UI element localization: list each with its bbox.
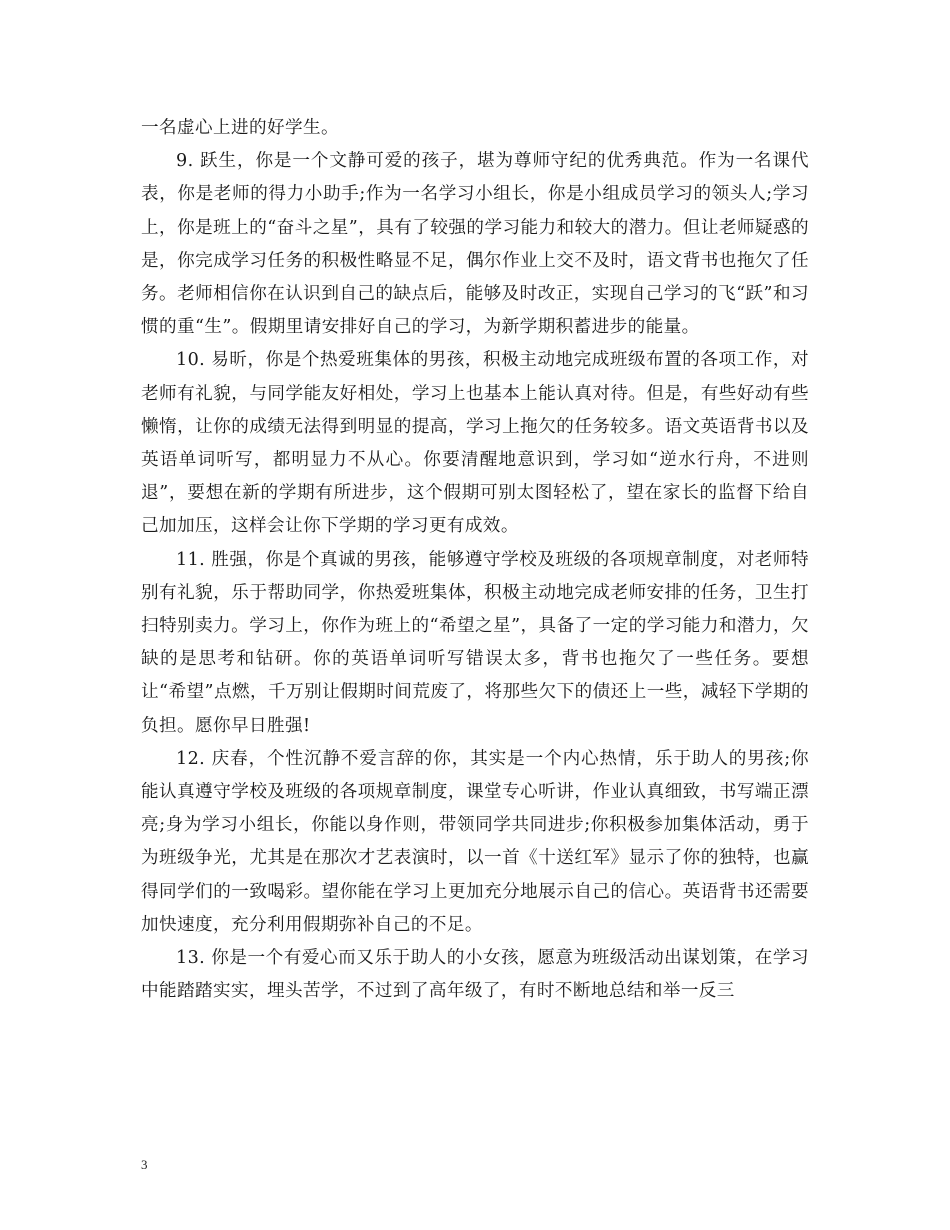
page-number: 3 <box>141 1157 148 1172</box>
paragraph-item-13: 13. 你是一个有爱心而又乐于助人的小女孩，愿意为班级活动出谋划策，在学习中能踏踏实实，埋头苦学，不过到了高年级了，有时不断地总结和举一反三 <box>141 948 809 1002</box>
document-body <box>141 112 809 1008</box>
paragraph-item-10: 10. 易昕，你是个热爱班集体的男孩，积极主动地完成班级布置的各项工作，对老师有礼貌，与同学能友好相处，学习上也基本上能认真对待。但是，有些好动有些懒惰，让你的成绩无法得到明显的提高，学习上拖欠的任务较多。语文英语背书以及英语单词听写，都明显力不从心。你要清醒地意识到，学习如“逆水行舟，不进则退”，要想在新的学期有所进步，这个假期可别太图轻松了，望在家长的监督下给自己加加压，这样会让你下学期的学习更有成效。 <box>141 350 809 537</box>
paragraph-continuation: 一名虚心上进的好学生。 <box>141 118 339 138</box>
paragraph-item-12: 12. 庆春，个性沉静不爱言辞的你，其实是一个内心热情，乐于助人的男孩;你能认真遵守学校及班级的各项规章制度，课堂专心听讲，作业认真细致，书写端正漂亮;身为学习小组长，你能以身作则，带领同学共同进步;你积极参加集体活动，勇于为班级争光，尤其是在那次才艺表演时，以一首《十送红军》显示了你的独特，也赢得同学们的一致喝彩。望你能在学习上更加充分地展示自己的信心。英语背书还需要加快速度，充分利用假期弥补自己的不足。 <box>141 748 809 935</box>
paragraph-item-11: 11. 胜强，你是个真诚的男孩，能够遵守学校及班级的各项规章制度，对老师特别有礼貌，乐于帮助同学，你热爱班集体，积极主动地完成老师安排的任务，卫生打扫特别卖力。学习上，你作为班上的“希望之星”，具备了一定的学习能力和潜力，欠缺的是思考和钻研。你的英语单词听写错误太多，背书也拖欠了一些任务。要想让“希望”点燃，千万别让假期时间荒废了，将那些欠下的债还上一些，减轻下学期的负担。愿你早日胜强! <box>141 549 809 736</box>
paragraph-item-9: 9. 跃生，你是一个文静可爱的孩子，堪为尊师守纪的优秀典范。作为一名课代表，你是老师的得力小助手;作为一名学习小组长，你是小组成员学习的领头人;学习上，你是班上的“奋斗之星”，具有了较强的学习能力和较大的潜力。但让老师疑惑的是，你完成学习任务的积极性略显不足，偶尔作业上交不及时，语文背书也拖欠了任务。老师相信你在认识到自己的缺点后，能够及时改正，实现自己学习的飞“跃”和习惯的重“生”。假期里请安排好自己的学习，为新学期积蓄进步的能量。 <box>141 151 809 338</box>
